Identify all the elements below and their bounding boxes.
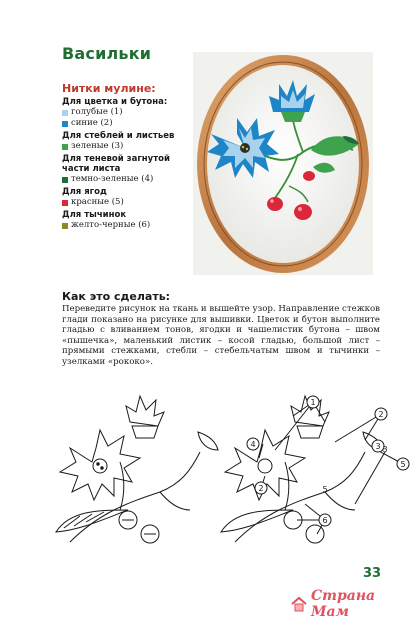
- legend-item-label: темно-зеленые (4): [71, 174, 154, 184]
- embroidery-hoop-photo: [193, 52, 373, 275]
- svg-text:5: 5: [322, 485, 328, 494]
- color-swatch: [62, 200, 68, 206]
- legend-item: [62, 197, 200, 208]
- legend-heading: Нитки мулине:: [62, 82, 156, 95]
- svg-text:2: 2: [378, 410, 384, 419]
- embroidery-pattern-diagram: [40, 392, 406, 547]
- legend-group-title: Для цветка и бутона:: [62, 97, 168, 107]
- site-watermark: [290, 588, 415, 620]
- callout-2-right: [375, 408, 387, 420]
- svg-text:1: 1: [310, 398, 316, 407]
- legend-group-title: Для теневой загнутой части листа: [62, 154, 170, 174]
- callout-5-lower: [322, 485, 327, 494]
- color-swatch: [62, 144, 68, 150]
- legend-item-label: голубые (1): [71, 107, 123, 117]
- pattern-right: [221, 396, 406, 543]
- callout-2-left: [255, 482, 267, 494]
- svg-text:5: 5: [400, 460, 406, 469]
- legend-group-title: Для стеблей и листьев: [62, 131, 175, 141]
- legend-item-label: желто-черные (6): [71, 220, 151, 230]
- legend-group-title: Для тычинок: [62, 210, 127, 220]
- svg-text:3: 3: [382, 445, 388, 454]
- instructions-text: Переведите рисунок на ткань и вышейте узор. Направление стежков глади показано на рисунке для вышивки. Цветок и бутон выполните гладью с вливанием тонов, ягодки и чашелистик бутона – швом «пышечка», маленький листик – косой гладью, большой лист – прямыми стежками, стебли – стебельчатым швом и тычинки – узелками «рококо».: [62, 304, 380, 367]
- legend-groups: [62, 97, 200, 231]
- page-number: 33: [363, 566, 382, 581]
- legend-item-label: синие (2): [71, 118, 113, 128]
- legend-item-label: зеленые (3): [71, 141, 124, 151]
- legend-item: [62, 174, 200, 185]
- legend-item: [62, 141, 200, 152]
- callout-6: [247, 438, 259, 450]
- thread-legend: [62, 82, 200, 231]
- color-swatch: [62, 110, 68, 116]
- svg-text:6: 6: [322, 516, 328, 525]
- callout-3-lower: [382, 445, 387, 454]
- legend-item-label: красные (5): [71, 197, 124, 207]
- house-icon: [290, 596, 308, 612]
- svg-text:4: 4: [250, 440, 256, 449]
- svg-text:3: 3: [375, 442, 381, 451]
- legend-item: [62, 107, 200, 118]
- color-swatch: [62, 177, 68, 183]
- how-to-heading: Как это сделать:: [62, 290, 171, 303]
- callout-4: [397, 458, 409, 470]
- svg-text:2: 2: [258, 484, 264, 493]
- watermark-text: Страна Мам: [311, 588, 376, 620]
- callout-5: [319, 514, 331, 526]
- page-title: Васильки: [62, 44, 152, 63]
- color-swatch: [62, 121, 68, 127]
- color-swatch: [62, 223, 68, 229]
- callout-1: [307, 396, 319, 408]
- legend-item: [62, 118, 200, 129]
- pattern-left: [56, 396, 218, 543]
- legend-item: [62, 220, 200, 231]
- legend-group-title: Для ягод: [62, 187, 107, 197]
